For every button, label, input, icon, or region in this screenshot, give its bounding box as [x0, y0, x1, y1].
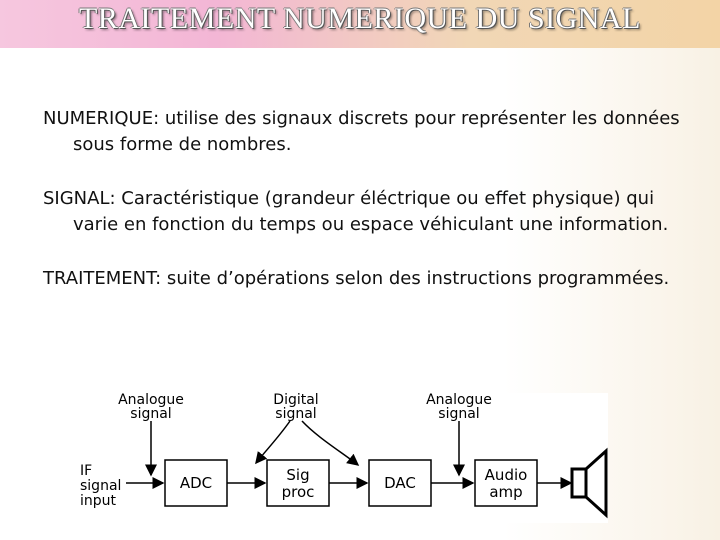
- audio-amp-label-2: amp: [489, 483, 523, 501]
- slide-title: TRAITEMENT NUMERIQUE DU SIGNAL: [79, 2, 641, 35]
- analogue-in-label-2: signal: [130, 406, 172, 422]
- speaker-icon: [572, 469, 586, 497]
- sig-proc-label-2: proc: [281, 483, 315, 501]
- digital-arrow-right: [302, 421, 358, 465]
- speaker-cone-icon: [586, 451, 606, 515]
- dac-label: DAC: [384, 474, 416, 492]
- analogue-out-label-2: signal: [438, 406, 480, 422]
- definition-signal: SIGNAL: Caractéristique (grandeur éléctrique ou effet physique) qui varie en fonction du temps ou espace véhiculant une information.: [43, 188, 669, 235]
- signal-chain-diagram: [78, 393, 608, 523]
- definition-numerique: NUMERIQUE: utilise des signaux discrets pour représenter les données sous forme de nombres.: [43, 108, 680, 155]
- digital-arrow-left: [256, 421, 290, 463]
- if-label-1: IF: [80, 463, 93, 479]
- audio-amp-label-1: Audio: [484, 466, 528, 484]
- adc-label: ADC: [179, 474, 213, 492]
- if-label-3: input: [80, 493, 117, 509]
- definition-traitement: TRAITEMENT: suite d’opérations selon des instructions programmées.: [43, 268, 670, 289]
- digital-label-1: Digital: [273, 393, 319, 408]
- slide-body: [43, 106, 693, 320]
- digital-label-2: signal: [275, 406, 317, 422]
- analogue-in-label-1: Analogue: [118, 393, 184, 408]
- if-label-2: signal: [80, 478, 122, 494]
- analogue-out-label-1: Analogue: [426, 393, 492, 408]
- sig-proc-label-1: Sig: [286, 466, 310, 484]
